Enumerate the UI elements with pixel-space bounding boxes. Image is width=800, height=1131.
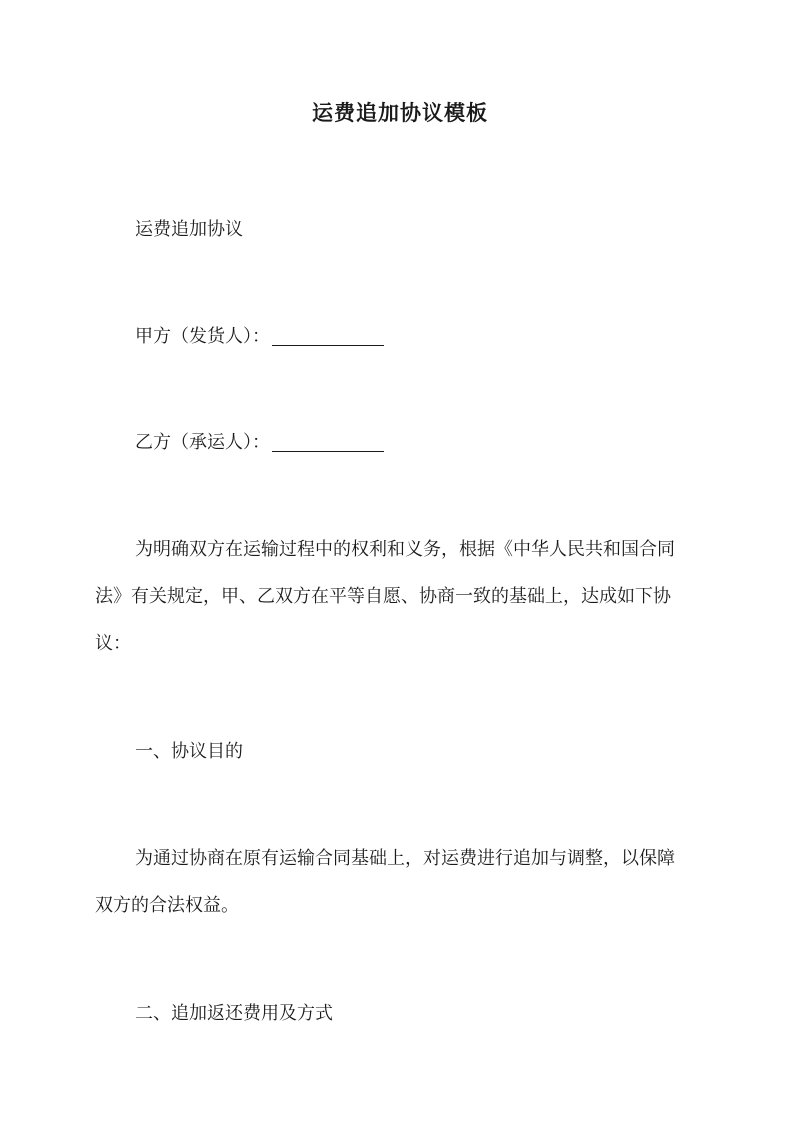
section-2-heading: 二、追加返还费用及方式: [135, 1003, 333, 1024]
intro-line-2: 法》有关规定，甲、乙双方在平等自愿、协商一致的基础上，达成如下协: [95, 586, 671, 607]
party-b-label: 乙方（承运人）：: [135, 432, 270, 453]
document-title: 运费追加协议模板: [312, 100, 488, 125]
section-1-heading: 一、协议目的: [135, 741, 243, 762]
agreement-subtitle: 运费追加协议: [135, 219, 243, 240]
section-1-line-2: 双方的合法权益。: [95, 895, 239, 916]
intro-line-1: 为明确双方在运输过程中的权利和义务，根据《中华人民共和国合同: [135, 539, 675, 560]
party-a-blank[interactable]: [272, 325, 384, 346]
party-b-blank[interactable]: [272, 431, 384, 452]
section-1-line-1: 为通过协商在原有运输合同基础上，对运费进行追加与调整，以保障: [135, 848, 675, 869]
intro-line-3: 议：: [95, 633, 131, 654]
party-a-line: [135, 318, 705, 356]
party-a-label: 甲方（发货人）：: [135, 326, 270, 347]
party-b-line: [135, 424, 705, 462]
